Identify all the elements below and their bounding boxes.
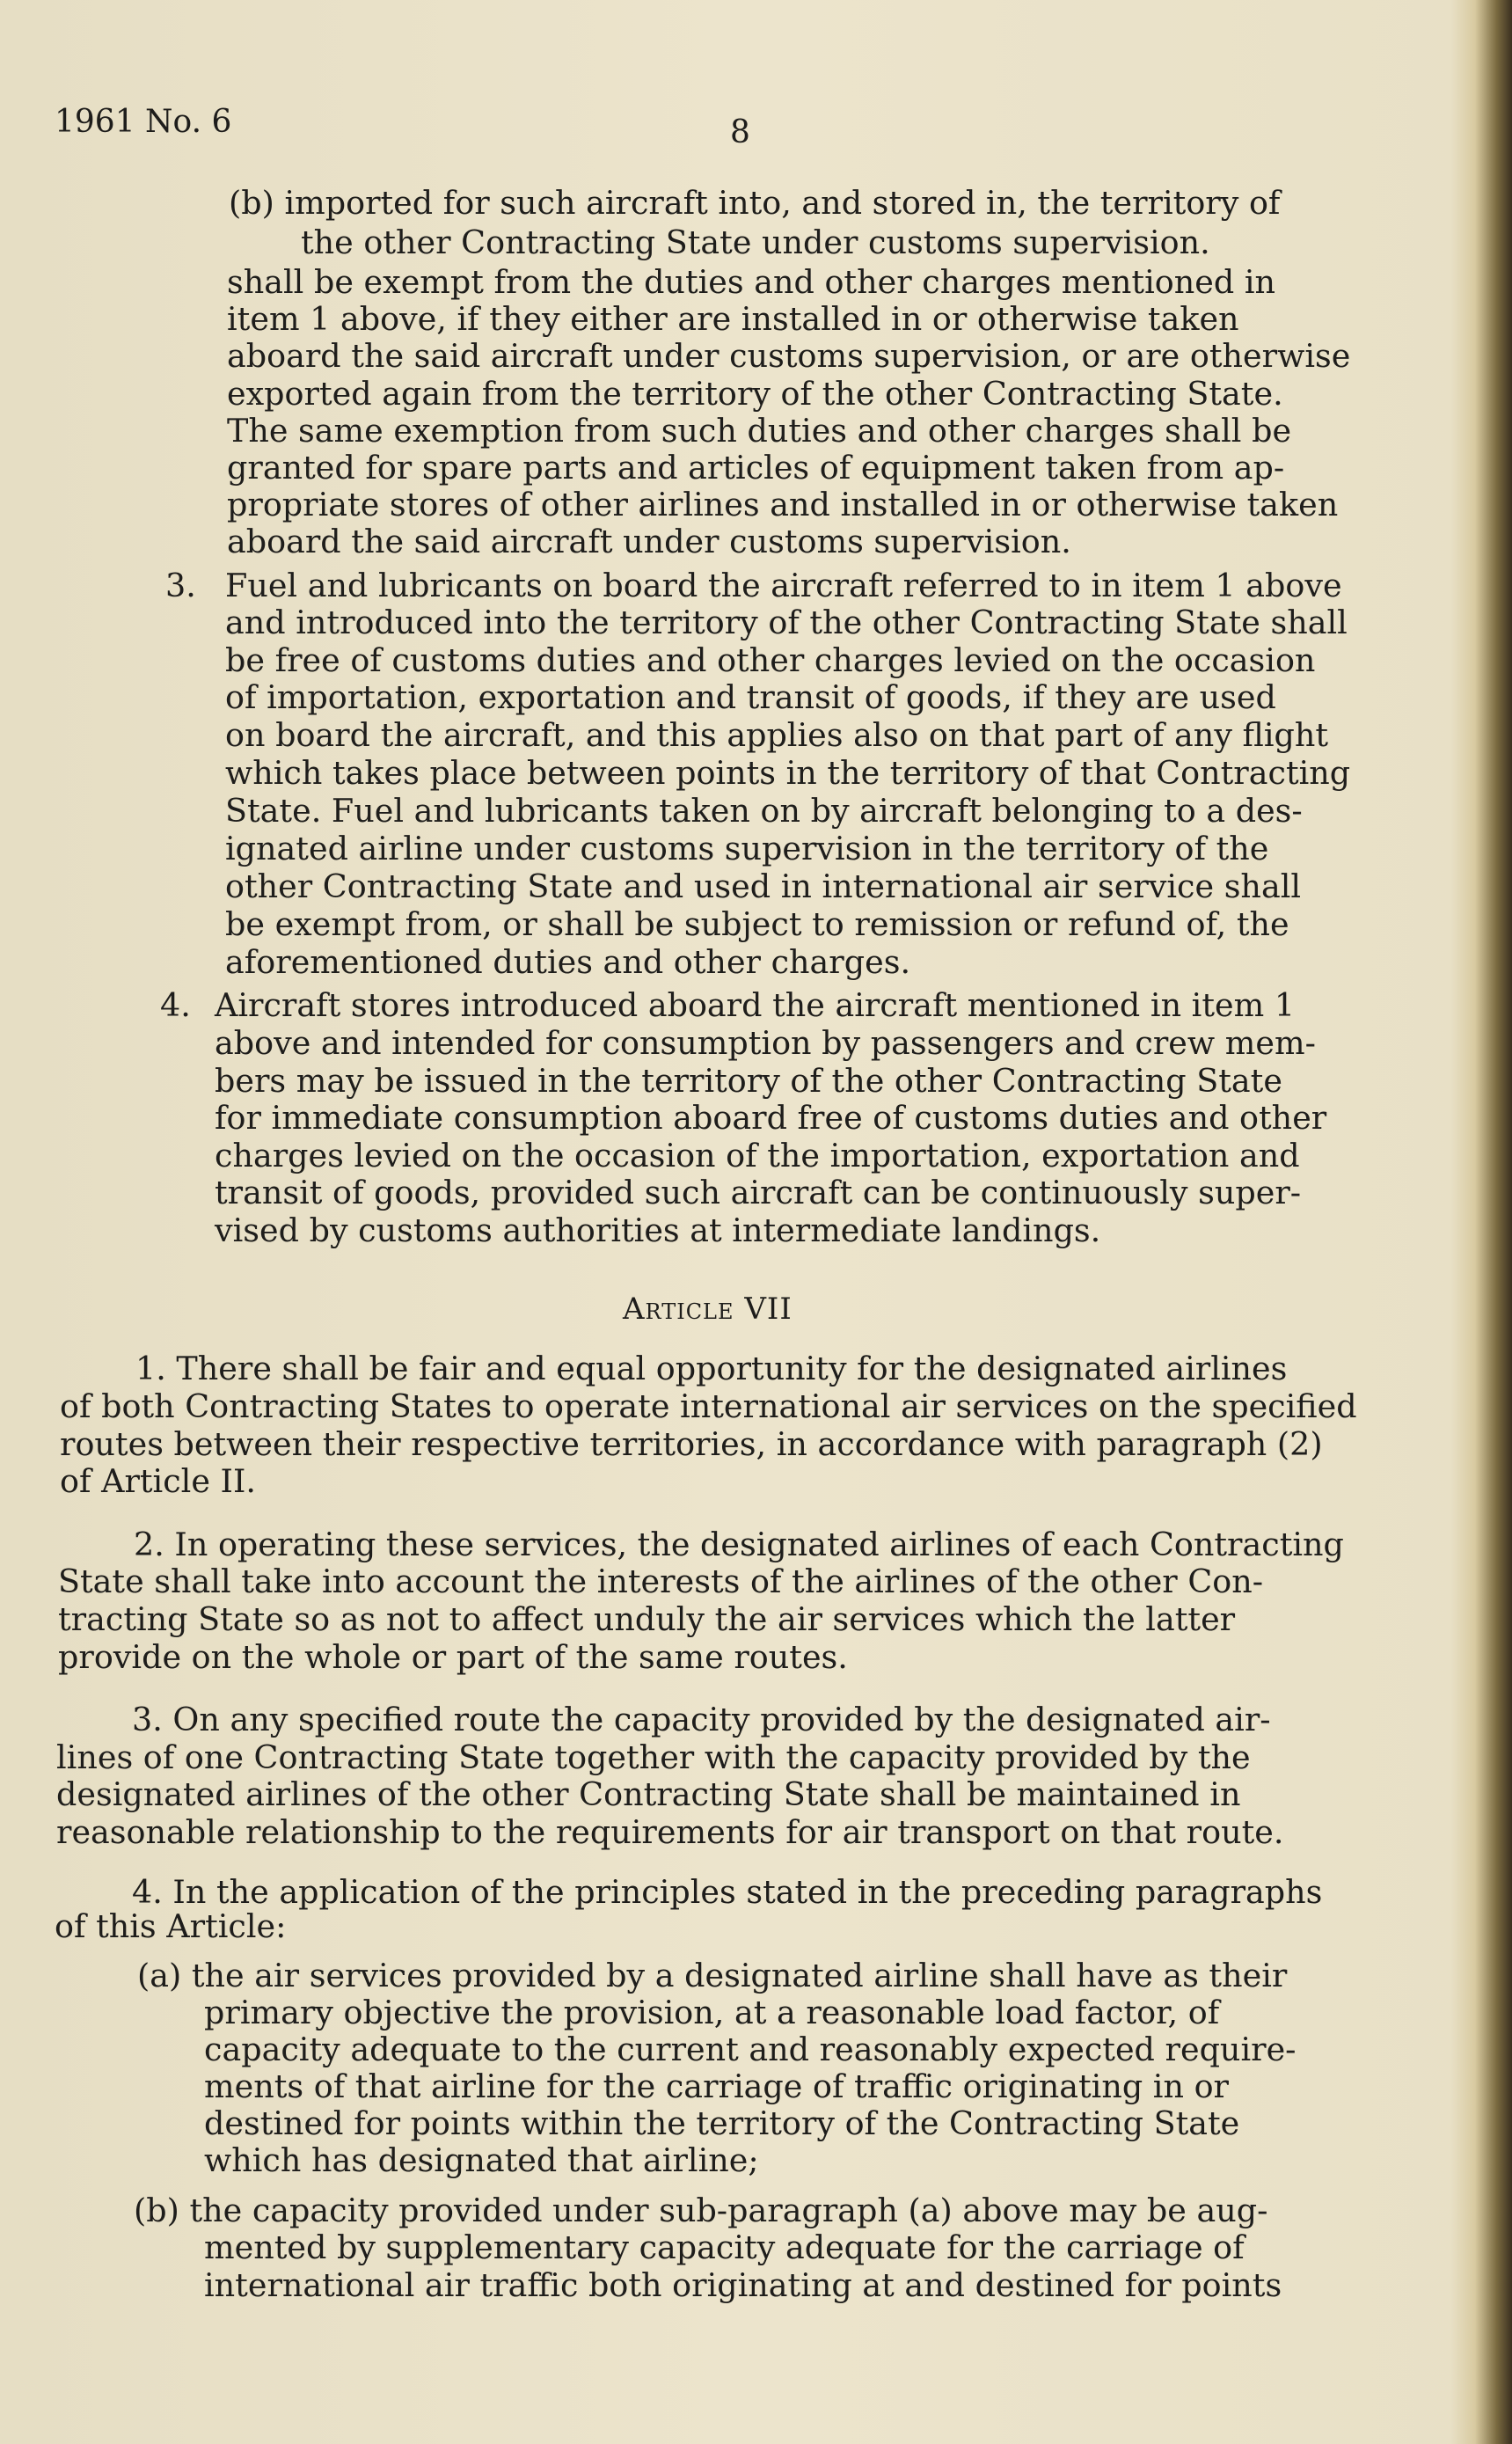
text-line: charges levied on the occasion of the importation, exportation and (215, 1137, 1300, 1174)
text-line: State shall take into account the interests of the airlines of the other Con- (58, 1562, 1264, 1600)
text-line: item 1 above, if they either are installed in or otherwise taken (227, 300, 1239, 338)
article-heading (623, 1292, 793, 1327)
text-line: aboard the said aircraft under customs supervision, or are otherwise (227, 337, 1351, 375)
text-line: 2. In operating these services, the designated airlines of each Contracting (134, 1526, 1344, 1563)
text-line: lines of one Contracting State together with the capacity provided by the (56, 1738, 1251, 1776)
article-heading-number: VII (744, 1292, 793, 1327)
text-line: transit of goods, provided such aircraft can be continuously super- (215, 1174, 1302, 1211)
text-line: (a) the air services provided by a designated airline shall have as their (137, 1957, 1288, 1994)
text-line: routes between their respective territories, in accordance with paragraph (2) (60, 1425, 1323, 1463)
item-number: 4. (160, 986, 191, 1024)
text-line: on board the aircraft, and this applies also on that part of any flight (225, 716, 1329, 754)
text-line: ignated airline under customs supervision in the territory of the (225, 830, 1269, 867)
text-line: vised by customs authorities at intermediate landings. (215, 1211, 1101, 1249)
text-line: Fuel and lubricants on board the aircraft referred to in item 1 above (225, 567, 1342, 604)
item-number: 3. (165, 567, 196, 604)
text-line: above and intended for consumption by passengers and crew mem- (215, 1024, 1316, 1062)
text-line: primary objective the provision, at a reasonable load factor, of (204, 1994, 1220, 2031)
text-line: international air traffic both originating at and destined for points (204, 2266, 1282, 2304)
text-line: tracting State so as not to affect unduly the air services which the latter (58, 1600, 1236, 1638)
text-line: ments of that airline for the carriage of traffic originating in or (204, 2067, 1230, 2105)
text-line: of this Article: (55, 1907, 287, 1945)
text-line: aboard the said aircraft under customs supervision. (227, 523, 1071, 560)
text-line: of both Contracting States to operate international air services on the specified (60, 1387, 1357, 1425)
text-line: bers may be issued in the territory of the other Contracting State (215, 1062, 1282, 1100)
text-line: (b) the capacity provided under sub-paragraph (a) above may be aug- (134, 2192, 1268, 2229)
text-line: of Article II. (60, 1462, 256, 1500)
text-line: granted for spare parts and articles of equipment taken from ap- (227, 449, 1285, 487)
page-number: 8 (730, 114, 750, 150)
text-line: shall be exempt from the duties and other charges mentioned in (227, 263, 1276, 301)
text-line: reasonable relationship to the requirements for air transport on that route. (56, 1813, 1284, 1851)
text-line: provide on the whole or part of the same routes. (58, 1638, 848, 1676)
text-line: 1. There shall be fair and equal opportunity for the designated airlines (135, 1350, 1288, 1387)
text-line: Aircraft stores introduced aboard the aircraft mentioned in item 1 (215, 986, 1296, 1024)
text-line: for immediate consumption aboard free of customs duties and other (215, 1099, 1327, 1137)
text-line: 4. In the application of the principles stated in the preceding paragraphs (132, 1873, 1323, 1911)
text-line: 3. On any specified route the capacity provided by the designated air- (132, 1701, 1271, 1738)
text-line: which takes place between points in the territory of that Contracting (225, 754, 1351, 792)
text-line: and introduced into the territory of the other Contracting State shall (225, 604, 1348, 641)
text-line: of importation, exportation and transit of goods, if they are used (225, 678, 1276, 716)
text-line: (b) imported for such aircraft into, and stored in, the territory of (229, 184, 1281, 222)
text-line: capacity adequate to the current and reasonably expected require- (204, 2031, 1297, 2068)
text-line: State. Fuel and lubricants taken on by aircraft belonging to a des- (225, 792, 1303, 830)
text-line: propriate stores of other airlines and installed in or otherwise taken (227, 486, 1339, 523)
text-line: the other Contracting State under customs supervision. (301, 223, 1210, 261)
text-line: which has designated that airline; (204, 2141, 759, 2179)
text-line: exported again from the territory of the other Contracting State. (227, 375, 1283, 413)
text-line: The same exemption from such duties and other charges shall be (227, 412, 1292, 450)
text-line: destined for points within the territory of the Contracting State (204, 2104, 1240, 2142)
text-line: be free of customs duties and other charges levied on the occasion (225, 641, 1316, 679)
text-line: other Contracting State and used in international air service shall (225, 867, 1302, 905)
document-reference: 1961 No. 6 (55, 104, 232, 140)
text-line: mented by supplementary capacity adequate for the carriage of (204, 2228, 1245, 2266)
text-line: designated airlines of the other Contracting State shall be maintained in (56, 1775, 1241, 1813)
text-line: be exempt from, or shall be subject to remission or refund of, the (225, 905, 1289, 943)
article-heading-word: Article (623, 1292, 734, 1327)
text-line: aforementioned duties and other charges. (225, 943, 911, 981)
